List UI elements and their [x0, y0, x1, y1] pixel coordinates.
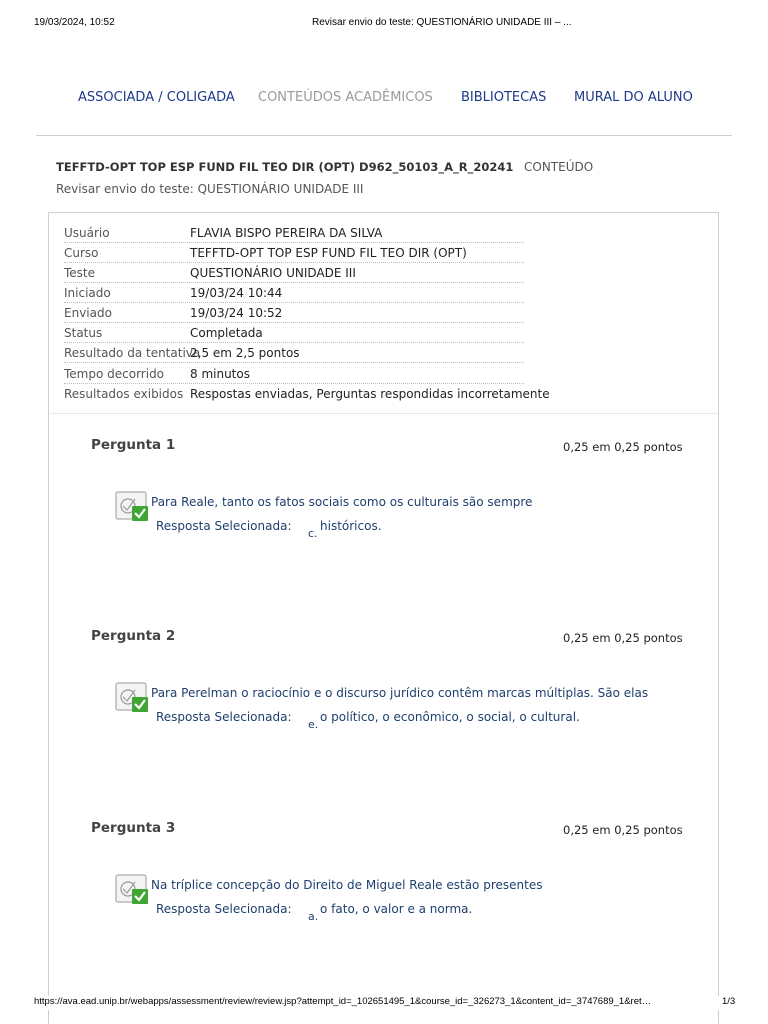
summary-value: 8 minutos	[190, 367, 250, 381]
question-title: Pergunta 2	[91, 628, 176, 644]
summary-label: Teste	[64, 266, 96, 280]
nav-mural-do-aluno[interactable]: MURAL DO ALUNO	[574, 90, 693, 105]
page-subtitle: Revisar envio do teste: QUESTIONÁRIO UNIDADE III	[56, 182, 364, 196]
selected-answer-text: o fato, o valor e a norma.	[320, 902, 473, 916]
summary-value: Completada	[190, 326, 263, 340]
summary-label: Resultado da tentativa	[64, 346, 201, 360]
question-block	[49, 820, 720, 1010]
nav-bibliotecas[interactable]: BIBLIOTECAS	[461, 90, 547, 105]
summary-row-resultado	[64, 343, 524, 363]
print-datetime: 19/03/2024, 10:52	[34, 17, 115, 28]
question-score: 0,25 em 0,25 pontos	[563, 631, 683, 645]
summary-label: Iniciado	[64, 286, 111, 300]
selected-answer-text: o político, o econômico, o social, o cultural.	[320, 710, 580, 724]
attempt-summary-table	[50, 214, 718, 414]
summary-label: Status	[64, 326, 103, 340]
summary-row-status	[64, 323, 524, 343]
print-page-number: 1/3	[722, 996, 736, 1007]
question-block	[49, 628, 720, 818]
summary-label: Curso	[64, 246, 99, 260]
correct-answer-icon	[115, 682, 149, 714]
summary-value: Respostas enviadas, Perguntas respondidas incorretamente	[190, 387, 550, 401]
correct-answer-icon	[115, 491, 149, 523]
selected-answer-letter: a.	[308, 910, 319, 923]
summary-label: Tempo decorrido	[64, 367, 165, 381]
nav-associada-coligada[interactable]: ASSOCIADA / COLIGADA	[78, 90, 235, 105]
review-container	[48, 212, 719, 1024]
nav-divider	[36, 135, 732, 136]
question-score: 0,25 em 0,25 pontos	[563, 440, 683, 454]
summary-value: QUESTIONÁRIO UNIDADE III	[190, 266, 356, 280]
selected-answer-letter: c.	[308, 527, 318, 540]
summary-row-tempo	[64, 364, 524, 384]
print-url: https://ava.ead.unip.br/webapps/assessment/review/review.jsp?attempt_id=_102651495_1&course_id=_326273_1&content_id=_3747689_1&ret…	[34, 996, 652, 1007]
question-title: Pergunta 1	[91, 437, 176, 453]
question-text: Na tríplice concepção do Direito de Miguel Reale estão presentes	[151, 878, 543, 892]
summary-value: TEFFTD-OPT TOP ESP FUND FIL TEO DIR (OPT)	[190, 246, 467, 260]
print-footer	[0, 996, 768, 1010]
summary-row-resultados-exibidos	[64, 384, 550, 404]
summary-value: 19/03/24 10:44	[190, 286, 283, 300]
summary-row-enviado	[64, 303, 524, 323]
selected-answer-label: Resposta Selecionada:	[156, 902, 292, 916]
question-text: Para Perelman o raciocínio e o discurso jurídico contêm marcas múltiplas. São elas	[151, 686, 649, 700]
question-block	[49, 437, 720, 627]
summary-label: Enviado	[64, 306, 112, 320]
summary-value: 19/03/24 10:52	[190, 306, 283, 320]
summary-row-teste	[64, 263, 524, 283]
summary-row-iniciado	[64, 283, 524, 303]
content-breadcrumb-link[interactable]: CONTEÚDO	[524, 160, 594, 174]
summary-label: Resultados exibidos	[64, 387, 184, 401]
question-score: 0,25 em 0,25 pontos	[563, 823, 683, 837]
question-text: Para Reale, tanto os fatos sociais como os culturais são sempre	[151, 495, 533, 509]
course-title: TEFFTD-OPT TOP ESP FUND FIL TEO DIR (OPT) D962_50103_A_R_20241	[56, 160, 514, 174]
summary-label: Usuário	[64, 226, 110, 240]
selected-answer-label: Resposta Selecionada:	[156, 710, 292, 724]
selected-answer-text: históricos.	[320, 519, 382, 533]
print-page-title: Revisar envio do teste: QUESTIONÁRIO UNIDADE III – ...	[312, 17, 572, 28]
summary-row-curso	[64, 243, 524, 263]
print-header	[0, 17, 768, 31]
summary-value: 2,5 em 2,5 pontos	[190, 346, 300, 360]
summary-value: FLAVIA BISPO PEREIRA DA SILVA	[190, 226, 383, 240]
summary-row-usuario	[64, 223, 524, 243]
question-title: Pergunta 3	[91, 820, 176, 836]
selected-answer-label: Resposta Selecionada:	[156, 519, 292, 533]
selected-answer-letter: e.	[308, 718, 319, 731]
correct-answer-icon	[115, 874, 149, 906]
main-nav	[0, 90, 768, 110]
nav-conteudos-academicos[interactable]: CONTEÚDOS ACADÊMICOS	[258, 90, 433, 105]
